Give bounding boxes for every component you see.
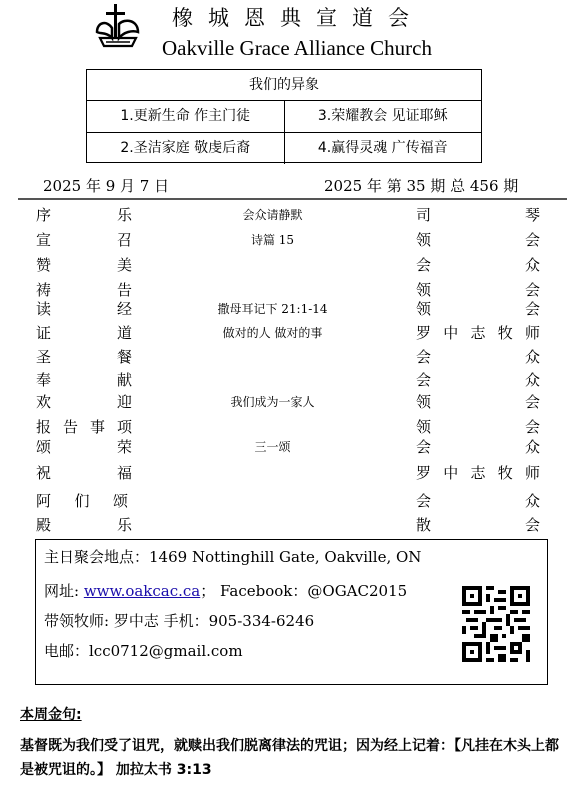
order-item: 证道 — [36, 324, 132, 342]
order-desc: 三一颂 — [254, 440, 291, 454]
church-info-box — [35, 539, 548, 685]
order-row — [0, 322, 580, 344]
order-row — [0, 369, 580, 391]
order-leader: 司琴 — [416, 206, 540, 224]
order-row — [0, 490, 580, 512]
facebook-handle: ； Facebook：@OGAC2015 — [200, 582, 408, 600]
qr-code — [462, 586, 530, 662]
divider — [18, 198, 567, 200]
order-leader: 领会 — [416, 393, 540, 411]
church-name-english: Oakville Grace Alliance Church — [162, 36, 432, 60]
website-label: 网址: — [44, 582, 84, 600]
order-leader: 会众 — [416, 371, 540, 389]
order-desc: 撒母耳记下 21:1-14 — [217, 302, 328, 316]
website-link[interactable]: www.oakcac.ca — [83, 582, 201, 600]
order-item: 祝福 — [36, 464, 132, 482]
order-item: 欢迎 — [36, 393, 132, 411]
order-leader: 罗中志牧师 — [416, 324, 540, 342]
order-desc: 做对的人 做对的事 — [222, 326, 323, 340]
vision-item: 1.更新生命 作主门徒 — [120, 108, 251, 124]
order-leader: 会众 — [416, 438, 540, 456]
vision-item: 2.圣洁家庭 敬虔后裔 — [120, 140, 251, 156]
order-leader: 领会 — [416, 231, 540, 249]
vision-item: 4.赢得灵魂 广传福音 — [284, 133, 482, 164]
order-desc: 诗篇 15 — [250, 233, 295, 247]
verse-text: 基督既为我们受了诅咒，就赎出我们脱离律法的咒诅；因为经上记着：【凡挂在木头上都是被咒诅的。】 加拉太书 3:13 — [20, 738, 559, 778]
order-row — [0, 416, 580, 438]
order-item: 阿们颂 — [36, 492, 128, 510]
order-row — [0, 514, 580, 536]
order-item: 祷告 — [36, 281, 132, 299]
vision-table — [86, 69, 482, 163]
order-leader: 领会 — [416, 300, 540, 318]
order-leader: 会众 — [416, 348, 540, 366]
verse-heading: 本周金句: — [20, 707, 82, 723]
order-item: 宣召 — [36, 231, 132, 249]
issue-number: 2025 年 第 35 期 总 456 期 — [324, 177, 519, 195]
meeting-address: 主日聚会地点：1469 Nottinghill Gate, Oakville, ON — [44, 548, 422, 566]
order-item: 报告事项 — [36, 418, 132, 436]
order-item: 圣餐 — [36, 348, 132, 366]
order-leader: 会众 — [416, 256, 540, 274]
order-item: 赞美 — [36, 256, 132, 274]
vision-row — [87, 101, 481, 132]
order-leader: 会众 — [416, 492, 540, 510]
order-leader: 散会 — [416, 516, 540, 534]
order-desc: 我们成为一家人 — [230, 395, 315, 409]
church-logo — [92, 2, 144, 48]
order-item: 序乐 — [36, 206, 132, 224]
website-line — [44, 580, 407, 601]
order-desc: 会众请静默 — [242, 208, 303, 222]
vision-item: 3.荣耀教会 见证耶稣 — [284, 101, 482, 132]
order-row — [0, 462, 580, 484]
order-leader: 罗中志牧师 — [416, 464, 540, 482]
order-row — [0, 204, 580, 226]
order-row — [0, 391, 580, 413]
order-row — [0, 229, 580, 251]
church-name-chinese: 橡城恩典宣道会 — [172, 6, 424, 30]
order-item: 殿乐 — [36, 516, 132, 534]
order-leader: 领会 — [416, 418, 540, 436]
order-item: 颂荣 — [36, 438, 132, 456]
order-row — [0, 436, 580, 458]
vision-heading: 我们的异象 — [87, 70, 481, 101]
order-item: 读经 — [36, 300, 132, 318]
order-row — [0, 298, 580, 320]
order-item: 奉献 — [36, 371, 132, 389]
order-row — [0, 254, 580, 276]
pastor-contact: 带领牧师: 罗中志 手机：905-334-6246 — [44, 612, 315, 630]
service-date: 2025 年 9 月 7 日 — [43, 177, 170, 195]
vision-row — [87, 132, 481, 164]
email-address: 电邮：lcc0712@gmail.com — [44, 642, 243, 660]
order-row — [0, 346, 580, 368]
order-leader: 领会 — [416, 281, 540, 299]
